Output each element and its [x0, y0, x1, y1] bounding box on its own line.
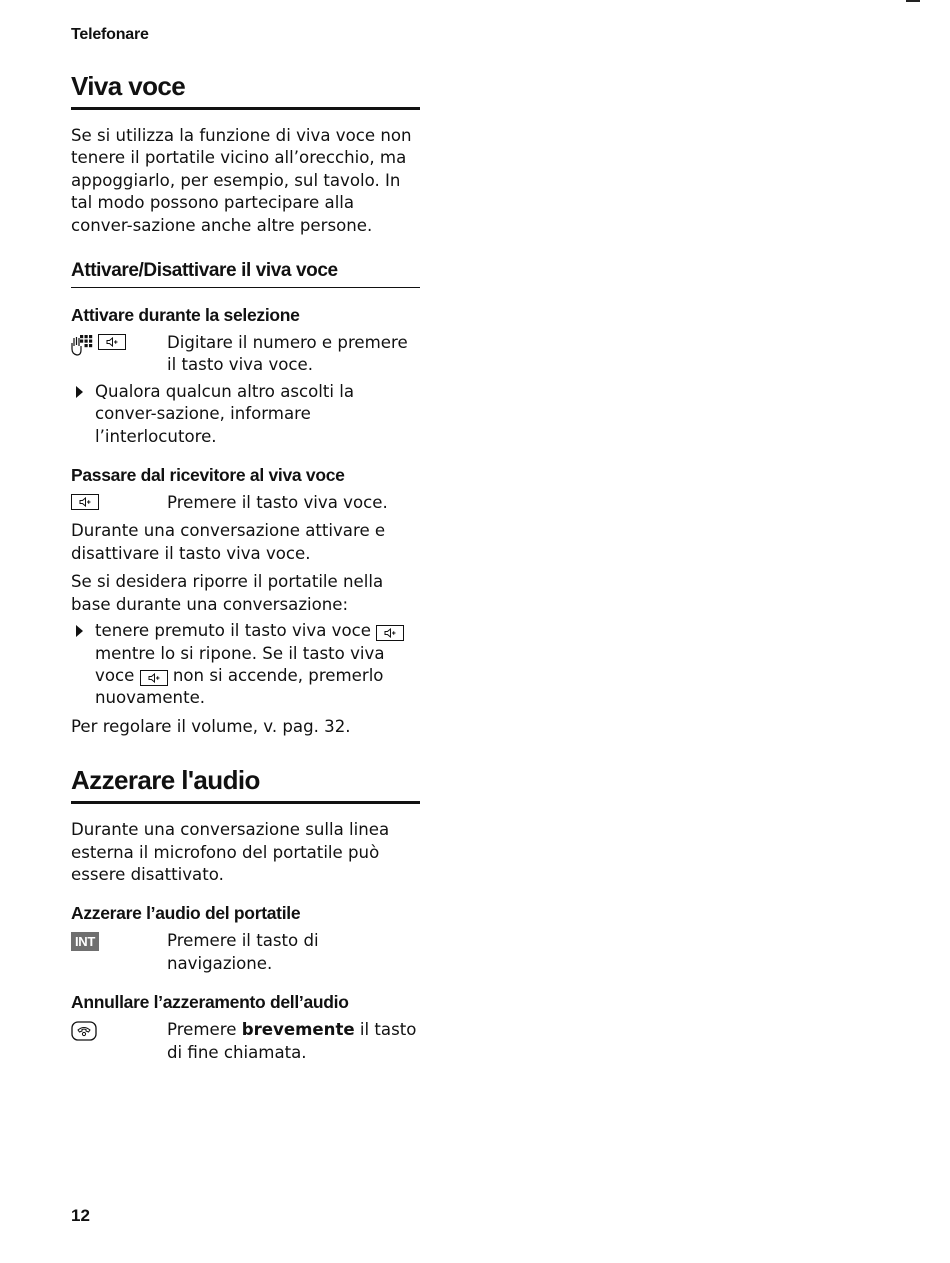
viva-voce-intro: Se si utilizza la funzione di viva voce non tenere il portatile vicino all’orecchio, ma appoggiarlo, per esempio, sul tavolo. In tal modo possono partecipare alla conver-sazione anche altre persone. — [71, 126, 412, 235]
subsection-title-activate: Attivare/Disattivare il viva voce — [71, 259, 420, 288]
speaker-key-icon — [140, 670, 168, 686]
step-during-dial — [71, 332, 420, 377]
bullet-inform-caller — [71, 381, 420, 448]
page-number: 12 — [71, 1206, 90, 1225]
page-corner-mark — [906, 0, 920, 2]
step-unmute — [71, 1019, 420, 1064]
switch-para-2: Se si desidera riporre il portatile nella base durante una conversazione: — [71, 572, 384, 614]
step-mute-text: Premere il tasto di navigazione. — [167, 931, 319, 973]
bullet-hold-key — [71, 620, 420, 710]
heading-during-dial: Attivare durante la selezione — [71, 305, 300, 326]
running-head: Telefonare — [71, 26, 149, 43]
bullet-inform-caller-text: Qualora qualcun altro ascolti la conver-sazione, informare l’interlocutore. — [95, 381, 355, 446]
step-during-dial-text: Digitare il numero e premere il tasto viva voce. — [167, 333, 408, 375]
int-key-icon: INT — [71, 932, 99, 951]
mute-intro: Durante una conversazione sulla linea esterna il microfono del portatile può essere disattivato. — [71, 820, 390, 884]
section-title-viva-voce: Viva voce — [71, 70, 420, 110]
step-unmute-text-2: il tasto di fine chiamata. — [167, 1020, 417, 1062]
speaker-key-icon — [98, 334, 126, 350]
end-call-key-icon — [71, 1021, 97, 1047]
section-title-mute: Azzerare l'audio — [71, 764, 420, 804]
step-unmute-text-1: Premere — [167, 1020, 237, 1040]
heading-unmute: Annullare l’azzeramento dell’audio — [71, 992, 349, 1013]
keypad-hand-icon — [71, 334, 93, 362]
speaker-key-icon — [71, 494, 99, 510]
speaker-key-icon — [376, 625, 404, 641]
bullet-hold-key-text-2: mentre lo si ripone. Se il tasto viva voce — [95, 643, 385, 685]
heading-mute-handset: Azzerare l’audio del portatile — [71, 903, 301, 924]
bullet-hold-key-text-3: non si accende, premerlo nuovamente. — [95, 665, 384, 708]
volume-note: Per regolare il volume, v. pag. 32. — [71, 716, 351, 736]
step-mute — [71, 930, 420, 975]
heading-switch-to-handsfree: Passare dal ricevitore al viva voce — [71, 465, 345, 486]
content-column — [71, 70, 420, 1064]
switch-para-1: Durante una conversazione attivare e disattivare il tasto viva voce. — [71, 521, 386, 563]
bullet-hold-key-text-1: tenere premuto il tasto viva voce — [95, 621, 371, 641]
step-unmute-bold: brevemente — [241, 1020, 355, 1040]
step-switch — [71, 492, 420, 514]
triangle-bullet-icon — [76, 625, 83, 637]
step-switch-text: Premere il tasto viva voce. — [167, 493, 388, 513]
triangle-bullet-icon — [76, 386, 83, 398]
